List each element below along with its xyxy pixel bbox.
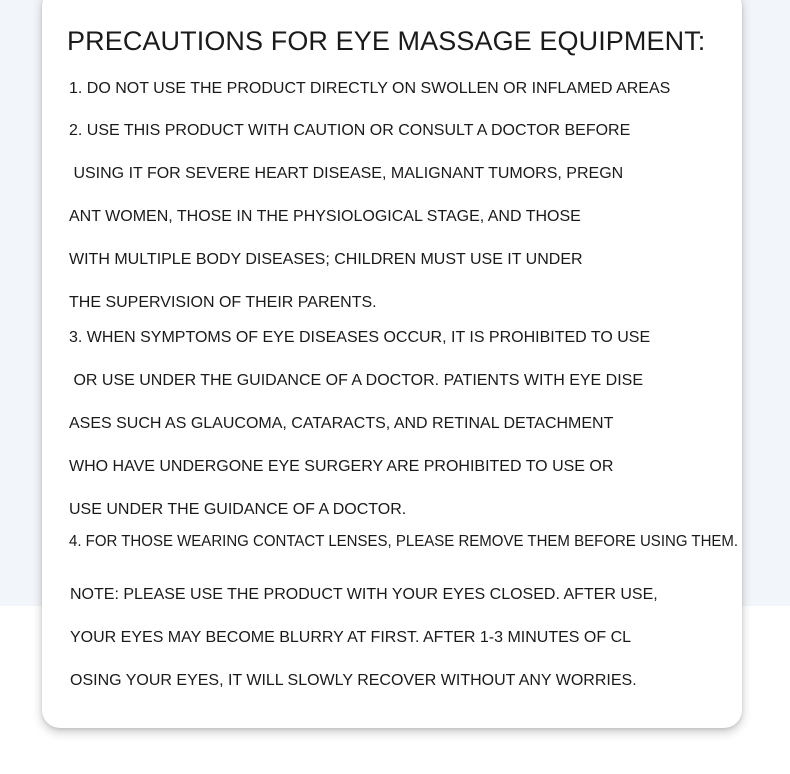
text-line: ANT WOMEN, THOSE IN THE PHYSIOLOGICAL STAGE, AND THOSE — [69, 208, 581, 225]
text-line: 2. USE THIS PRODUCT WITH CAUTION OR CONSULT A DOCTOR BEFORE — [69, 122, 631, 139]
text-line: USE UNDER THE GUIDANCE OF A DOCTOR. — [69, 501, 407, 518]
page-title: PRECAUTIONS FOR EYE MASSAGE EQUIPMENT: — [67, 26, 706, 56]
text-line: THE SUPERVISION OF THEIR PARENTS. — [69, 294, 377, 311]
note-line: NOTE: PLEASE USE THE PRODUCT WITH YOUR EYES CLOSED. AFTER USE, — [70, 586, 658, 603]
note-line: YOUR EYES MAY BECOME BLURRY AT FIRST. AFTER 1-3 MINUTES OF CL — [70, 629, 632, 646]
text-line: ASES SUCH AS GLAUCOMA, CATARACTS, AND RETINAL DETACHMENT — [69, 415, 614, 432]
text-line: 4. FOR THOSE WEARING CONTACT LENSES, PLEASE REMOVE THEM BEFORE USING THEM. — [69, 533, 739, 550]
text-line: USING IT FOR SEVERE HEART DISEASE, MALIGNANT TUMORS, PREGN — [69, 165, 624, 182]
text-line: WITH MULTIPLE BODY DISEASES; CHILDREN MUST USE IT UNDER — [69, 251, 583, 268]
text-line: 3. WHEN SYMPTOMS OF EYE DISEASES OCCUR, IT IS PROHIBITED TO USE — [69, 329, 651, 346]
text-line: WHO HAVE UNDERGONE EYE SURGERY ARE PROHIBITED TO USE OR — [69, 458, 614, 475]
text-line: OR USE UNDER THE GUIDANCE OF A DOCTOR. PATIENTS WITH EYE DISE — [69, 372, 643, 389]
note-line: OSING YOUR EYES, IT WILL SLOWLY RECOVER WITHOUT ANY WORRIES. — [70, 672, 637, 689]
text-line: 1. DO NOT USE THE PRODUCT DIRECTLY ON SWOLLEN OR INFLAMED AREAS — [69, 80, 671, 97]
precautions-card — [42, 0, 742, 728]
